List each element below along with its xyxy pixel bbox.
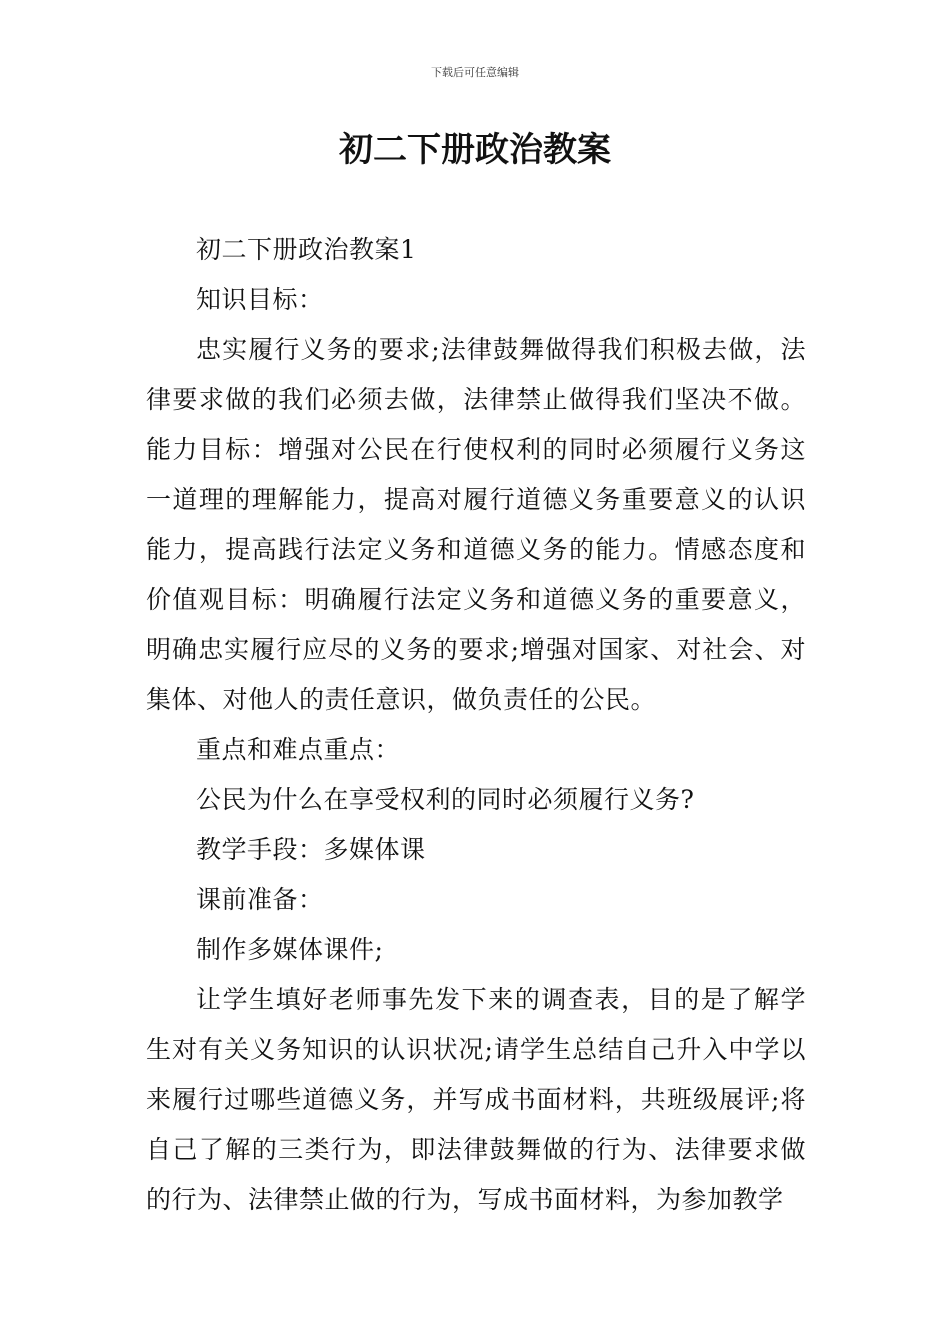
paragraph-key-question: 公民为什么在享受权利的同时必须履行义务?	[196, 785, 695, 814]
document-title: 初二下册政治教案	[339, 130, 611, 170]
paragraph-key-points-heading: 重点和难点重点：	[196, 735, 401, 764]
paragraph-student-tasks: 让学生填好老师事先发下来的调查表，目的是了解学生对有关义务知识的认识状况;请学生总结自己升入中学以来履行过哪些道德义务，并写成书面材料，共班级展评;将自己了解的三类行为，即法律鼓舞做的行为、法律要求做的行为、法律禁止做的行为，写成书面材料，为参加教学	[146, 985, 806, 1214]
paragraph-goals: 忠实履行义务的要求;法律鼓舞做得我们积极去做，法律要求做的我们必须去做，法律禁止做得我们坚决不做。能力目标：增强对公民在行使权利的同时必须履行义务这一道理的理解能力，提高对履行道德义务重要意义的认识能力，提高践行法定义务和道德义务的能力。情感态度和价值观目标：明确履行法定义务和道德义务的重要意义，明确忠实履行应尽的义务的要求;增强对国家、对社会、对集体、对他人的责任意识，做负责任的公民。	[146, 335, 806, 714]
document-body	[146, 225, 806, 1225]
paragraph-subtitle: 初二下册政治教案1	[196, 235, 417, 264]
paragraph-teaching-method: 教学手段：多媒体课	[196, 835, 426, 864]
paragraph-preparation-heading: 课前准备：	[196, 885, 324, 914]
paragraph-make-courseware: 制作多媒体课件;	[196, 935, 384, 964]
paragraph-knowledge-goal-heading: 知识目标：	[196, 285, 324, 314]
header-note: 下载后可任意编辑	[431, 66, 519, 79]
